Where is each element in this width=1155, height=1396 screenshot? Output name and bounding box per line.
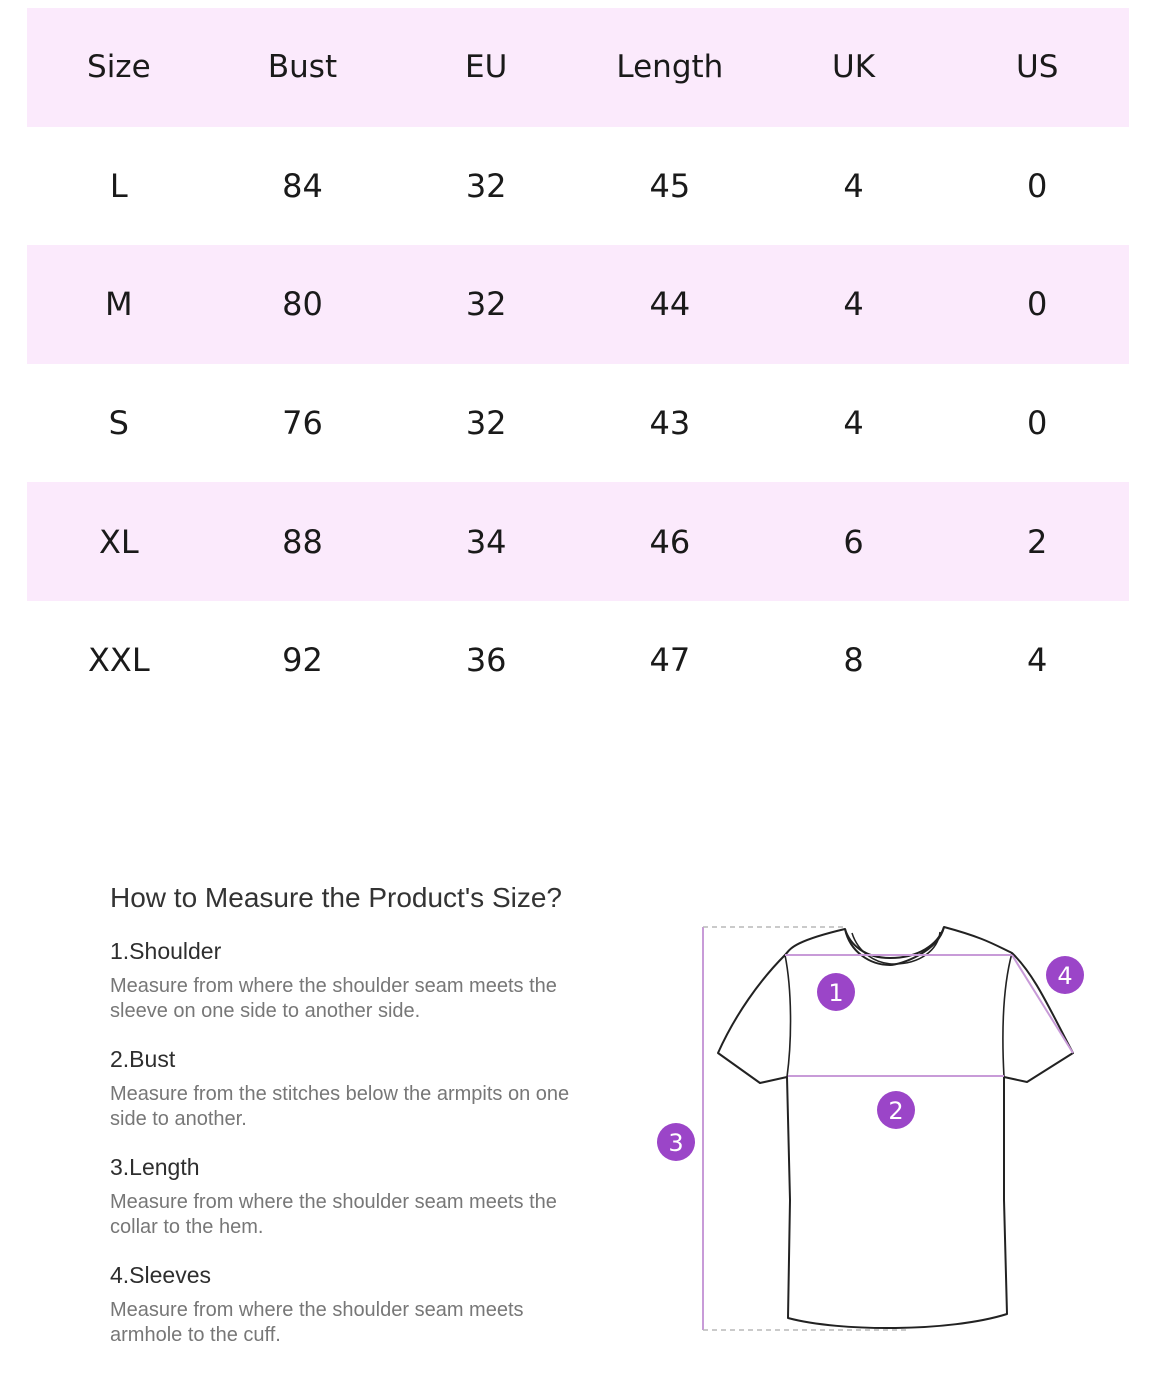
guide-item-title: 4.Sleeves — [110, 1262, 212, 1288]
guide-item-desc: Measure from where the shoulder seam meets the collar to the hem. — [110, 1191, 557, 1238]
header-length: Length — [616, 48, 724, 85]
table-row — [27, 245, 1129, 364]
table-row — [27, 127, 1129, 246]
table-cell: 0 — [1027, 166, 1048, 205]
guide-item-sleeves — [110, 1262, 630, 1348]
table-cell: 46 — [649, 522, 691, 561]
table-cell: 6 — [843, 522, 864, 561]
table-cell: 45 — [649, 166, 691, 205]
table-cell: S — [108, 404, 129, 443]
guide-item-title: 2.Bust — [110, 1046, 176, 1072]
guide-item-desc: Measure from the stitches below the armpits on one side to another. — [110, 1083, 570, 1130]
table-cell: 2 — [1027, 522, 1048, 561]
guide-item-length — [110, 1154, 630, 1240]
table-cell: L — [109, 166, 128, 205]
table-row — [27, 364, 1129, 483]
table-cell: 8 — [843, 641, 864, 680]
guide-item-desc: Measure from where the shoulder seam meets the sleeve on one side to another side. — [110, 975, 557, 1022]
guide-title: How to Measure the Product's Size? — [110, 882, 563, 913]
table-cell: 84 — [282, 166, 323, 205]
table-cell: 4 — [843, 285, 864, 324]
guide-item-shoulder — [110, 938, 630, 1024]
table-cell: 4 — [1027, 641, 1048, 680]
table-cell: 88 — [282, 522, 323, 561]
table-cell: 44 — [649, 285, 691, 324]
badge-3-label: 3 — [668, 1129, 684, 1157]
header-us: US — [1016, 48, 1059, 85]
table-cell: 32 — [465, 285, 507, 324]
table-row — [27, 601, 1129, 720]
table-cell: 36 — [465, 641, 507, 680]
table-cell: 43 — [649, 404, 691, 443]
table-cell: 4 — [843, 166, 864, 205]
size-chart-table — [27, 8, 1129, 720]
table-cell: 32 — [465, 166, 507, 205]
header-eu: EU — [465, 48, 508, 85]
table-cell: 80 — [282, 285, 323, 324]
table-cell: XL — [98, 522, 139, 561]
table-cell: 76 — [282, 404, 323, 443]
guide-item-bust — [110, 1046, 630, 1132]
guide-item-title: 1.Shoulder — [110, 938, 222, 964]
badge-1-label: 1 — [828, 979, 844, 1007]
table-cell: 32 — [465, 404, 507, 443]
table-cell: XXL — [88, 641, 150, 680]
header-uk: UK — [832, 48, 876, 85]
measure-guide — [110, 882, 630, 1370]
table-cell: 4 — [843, 404, 864, 443]
header-bust: Bust — [267, 48, 338, 85]
badge-4-label: 4 — [1057, 962, 1073, 990]
table-cell: M — [105, 285, 133, 324]
header-size: Size — [87, 48, 151, 85]
guide-item-title: 3.Length — [110, 1154, 200, 1180]
table-cell: 47 — [649, 641, 691, 680]
guide-item-desc: Measure from where the shoulder seam meets armhole to the cuff. — [110, 1299, 524, 1346]
table-cell: 92 — [282, 641, 323, 680]
table-cell: 0 — [1027, 404, 1048, 443]
table-row — [27, 482, 1129, 601]
tshirt-measure-diagram — [640, 900, 1110, 1360]
table-cell: 0 — [1027, 285, 1048, 324]
table-cell: 34 — [465, 522, 507, 561]
badge-2-label: 2 — [888, 1097, 904, 1125]
table-header-row — [27, 8, 1129, 127]
